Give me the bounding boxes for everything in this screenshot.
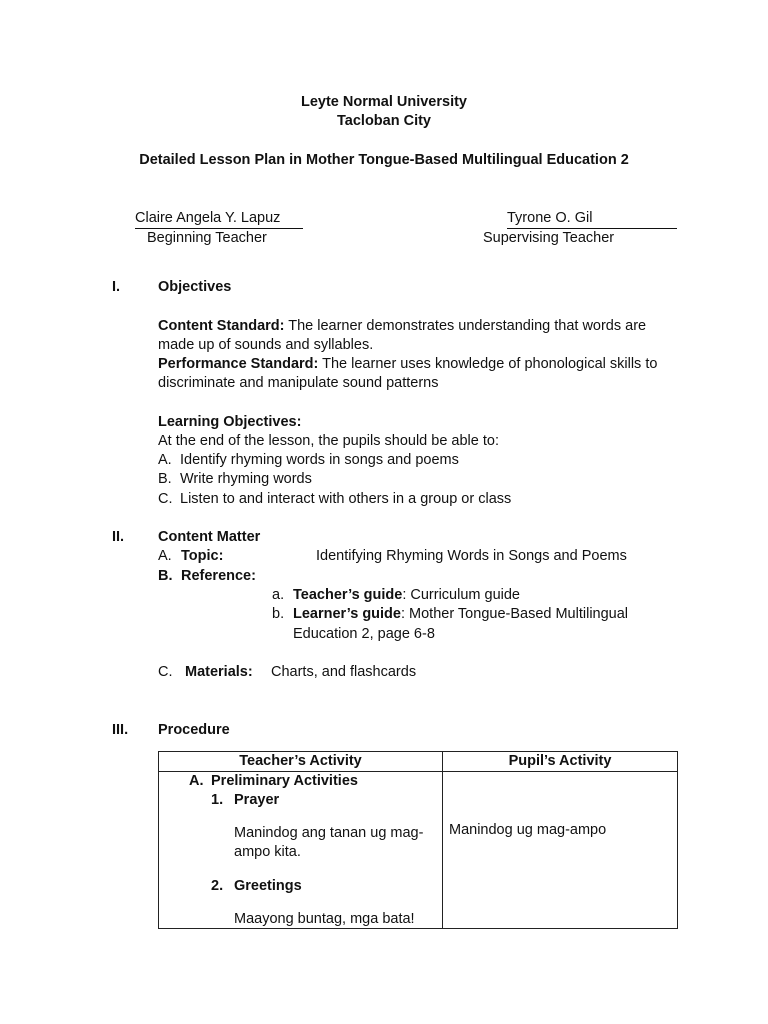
content-standard-label: Content Standard: — [158, 318, 285, 334]
step1-pupil-text: Manindog ug mag-ampo — [449, 822, 607, 838]
preliminary-letter: A. — [189, 773, 204, 789]
ref-b-letter: b. — [272, 606, 285, 622]
city-name: Tacloban City — [337, 113, 431, 129]
supervising-teacher-name: Tyrone O. Gil — [507, 209, 677, 229]
reference-label: Reference: — [181, 568, 256, 584]
step2-number: 2. — [211, 878, 224, 894]
step2-title: Greetings — [234, 878, 302, 894]
teachers-guide-value: : Curriculum guide — [402, 587, 520, 603]
performance-standard-label: Performance Standard: — [158, 356, 319, 372]
objective-letter-b: B. — [158, 471, 172, 487]
step1-number: 1. — [211, 792, 224, 808]
document-title: Detailed Lesson Plan in Mother Tongue-Based Multilingual Education 2 — [139, 152, 629, 168]
topic-value: Identifying Rhyming Words in Songs and Poems — [316, 548, 627, 564]
procedure-heading: Procedure — [158, 722, 230, 738]
procedure-table — [158, 751, 678, 929]
reference-letter: B. — [158, 568, 173, 584]
learning-objectives-label: Learning Objectives: — [158, 414, 302, 430]
step1-teacher-line1: Manindog ang tanan ug mag- — [234, 825, 424, 841]
materials-letter: C. — [158, 664, 173, 680]
content-matter-heading: Content Matter — [158, 529, 261, 545]
objective-item-a: Identify rhyming words in songs and poems — [180, 452, 459, 468]
learners-guide-label: Learner’s guide — [293, 606, 401, 622]
ref-a-letter: a. — [272, 587, 285, 603]
topic-label: Topic: — [181, 548, 224, 564]
learners-guide-value: : Mother Tongue-Based Multilingual — [400, 606, 629, 622]
table-row — [159, 772, 678, 929]
content-standard-line1 — [158, 317, 646, 336]
objective-letter-a: A. — [158, 452, 172, 468]
objective-item-c: Listen to and interact with others in a group or class — [180, 491, 512, 507]
university-name: Leyte Normal University — [300, 94, 467, 110]
teacher-activity-cell — [159, 772, 443, 929]
learners-guide-value-line2: Education 2, page 6-8 — [293, 626, 435, 642]
objectives-heading: Objectives — [158, 279, 232, 295]
materials-label: Materials: — [185, 664, 253, 680]
performance-standard-line2: discriminate and manipulate sound patterns — [158, 375, 439, 391]
objective-letter-c: C. — [158, 491, 173, 507]
beginning-teacher-name: Claire Angela Y. Lapuz — [135, 209, 303, 229]
section-numeral-2: II. — [112, 529, 125, 545]
beginning-teacher-role: Beginning Teacher — [147, 230, 267, 246]
teachers-guide-label: Teacher’s guide — [293, 587, 403, 603]
step2-teacher-text: Maayong buntag, mga bata! — [234, 911, 415, 927]
learning-objectives-intro: At the end of the lesson, the pupils should be able to: — [158, 433, 499, 449]
procedure-table-header-row — [159, 752, 678, 772]
performance-standard-text: The learner uses knowledge of phonological skills to — [318, 356, 658, 372]
preliminary-activities-title: Preliminary Activities — [211, 773, 358, 789]
materials-value: Charts, and flashcards — [271, 664, 417, 680]
performance-standard-line1 — [158, 355, 657, 374]
ref-a-line — [293, 586, 520, 605]
content-standard-text: The learner demonstrates understanding that words are — [284, 318, 647, 334]
ref-b-line — [293, 605, 628, 624]
pupil-activity-header: Pupil’s Activity — [443, 752, 678, 772]
section-numeral-3: III. — [112, 722, 129, 738]
topic-letter: A. — [158, 548, 172, 564]
step1-title: Prayer — [234, 792, 280, 808]
teacher-activity-header: Teacher’s Activity — [159, 752, 443, 772]
step1-teacher-line2: ampo kita. — [234, 844, 301, 860]
content-standard-line2: made up of sounds and syllables. — [158, 337, 374, 353]
section-numeral-1: I. — [112, 279, 121, 295]
supervising-teacher-role: Supervising Teacher — [483, 230, 615, 246]
pupil-activity-cell — [443, 772, 678, 929]
objective-item-b: Write rhyming words — [180, 471, 312, 487]
